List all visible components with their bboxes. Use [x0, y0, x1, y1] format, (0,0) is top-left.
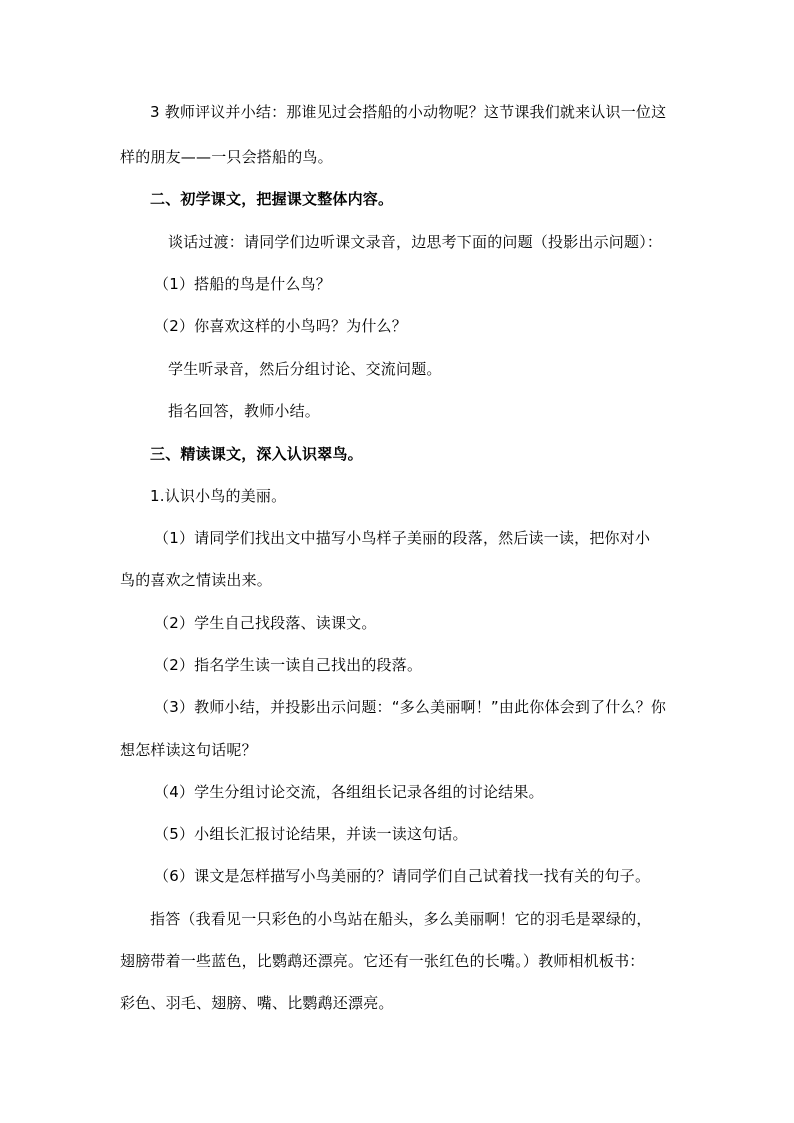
- paragraph-line: 学生听录音，然后分组讨论、交流问题。: [168, 360, 442, 378]
- section-heading: 三、精读课文，深入认识翠鸟。: [150, 445, 363, 463]
- paragraph-line: 谈话过渡：请同学们边听课文录音，边思考下面的问题（投影出示问题）：: [168, 233, 663, 251]
- list-item: （5）小组长汇报讨论结果，并读一读这句话。: [154, 825, 468, 843]
- paragraph-line: 指答（我看见一只彩色的小鸟站在船头，多么美丽啊！它的羽毛是翠绿的，: [150, 910, 652, 928]
- paragraph-line: 鸟的喜欢之情读出来。: [120, 571, 273, 589]
- section-heading: 二、初学课文，把握课文整体内容。: [150, 190, 394, 208]
- paragraph-line: 想怎样读这句话呢？: [120, 741, 257, 759]
- list-item: （4）学生分组讨论交流，各组组长记录各组的讨论结果。: [154, 783, 544, 801]
- question-item: （1）搭船的鸟是什么鸟？: [154, 275, 331, 293]
- list-item: （6）课文是怎样描写小鸟美丽的？请同学们自己试着找一找有关的句子。: [154, 867, 651, 885]
- paragraph-line: 翅膀带着一些蓝色，比鹦鹉还漂亮。它还有一张红色的长嘴。）教师相机板书：: [120, 952, 645, 970]
- paragraph-line: 3 教师评议并小结：那谁见过会搭船的小动物呢？这节课我们就来认识一位这: [150, 103, 667, 121]
- paragraph-line: 彩色、羽毛、翅膀、嘴、比鹦鹉还漂亮。: [120, 994, 394, 1012]
- list-item: （1）请同学们找出文中描写小鸟样子美丽的段落，然后读一读，把你对小: [154, 529, 651, 547]
- paragraph-line: 指名回答，教师小结。: [168, 402, 321, 420]
- list-item: （2）指名学生读一读自己找出的段落。: [154, 656, 423, 674]
- list-item: （2）学生自己找段落、读课文。: [154, 614, 377, 632]
- paragraph-line: 样的朋友——一只会搭船的鸟。: [120, 148, 333, 166]
- question-item: （2）你喜欢这样的小鸟吗？为什么？: [154, 317, 407, 335]
- subsection-heading: 1.认识小鸟的美丽。: [150, 487, 287, 505]
- list-item: （3）教师小结，并投影出示问题：“多么美丽啊！”由此你体会到了什么？你: [154, 698, 667, 716]
